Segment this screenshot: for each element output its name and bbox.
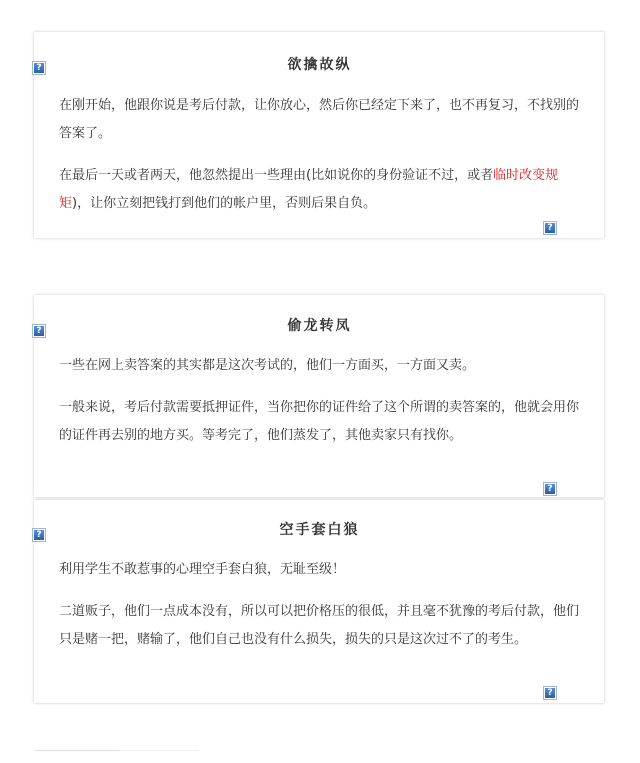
- highlight-text: 临时改变规矩: [59, 168, 559, 211]
- question-glyph: ?: [545, 484, 555, 494]
- card-title: 偷龙转凤: [287, 318, 352, 334]
- card-paragraph: 一些在网上卖答案的其实都是这次考试的，他们一方面买，一方面又卖。: [59, 358, 476, 373]
- question-glyph: ?: [34, 530, 44, 540]
- article-card-1: [34, 32, 604, 238]
- bottom-tab-strip: [34, 748, 204, 763]
- article-card-3: [34, 500, 604, 703]
- question-glyph: ?: [545, 223, 555, 233]
- question-glyph: ?: [545, 688, 555, 698]
- question-icon[interactable]: [32, 61, 46, 75]
- question-icon[interactable]: [543, 221, 557, 235]
- card-paragraph: [59, 162, 580, 218]
- card-title: 空手套白狼: [279, 522, 360, 538]
- question-icon[interactable]: [543, 686, 557, 700]
- tab-divider: [119, 750, 199, 751]
- question-glyph: ?: [34, 63, 44, 73]
- article-card-2: [34, 295, 604, 497]
- card-paragraph: 在刚开始，他跟你说是考后付款，让你放心，然后你已经定下来了，也不再复习，不找别的答案了。: [59, 98, 580, 141]
- card-paragraph: 二道贩子，他们一点成本没有，所以可以把价格压的很低，并且毫不犹豫的考后付款，他们只是赌一把，赌输了，他们自己也没有什么损失，损失的只是这次过不了的考生。: [59, 604, 580, 647]
- question-icon[interactable]: [32, 528, 46, 542]
- question-icon[interactable]: [32, 324, 46, 338]
- paragraph-text: )，让你立刻把钱打到他们的帐户里，否则后果自负。: [72, 196, 377, 211]
- card-paragraph: 一般来说，考后付款需要抵押证件，当你把你的证件给了这个所谓的卖答案的，他就会用你的证件再去别的地方买。等考完了，他们蒸发了，其他卖家只有找你。: [59, 400, 580, 443]
- card-title: 欲擒故纵: [287, 57, 352, 73]
- tab-divider: [34, 750, 119, 751]
- paragraph-text: 在最后一天或者两天，他忽然提出一些理由(比如说你的身份验证不过，或者: [59, 168, 494, 183]
- question-icon[interactable]: [543, 482, 557, 496]
- question-glyph: ?: [34, 326, 44, 336]
- card-paragraph: 利用学生不敢惹事的心理空手套白狼，无耻至级！: [59, 562, 346, 577]
